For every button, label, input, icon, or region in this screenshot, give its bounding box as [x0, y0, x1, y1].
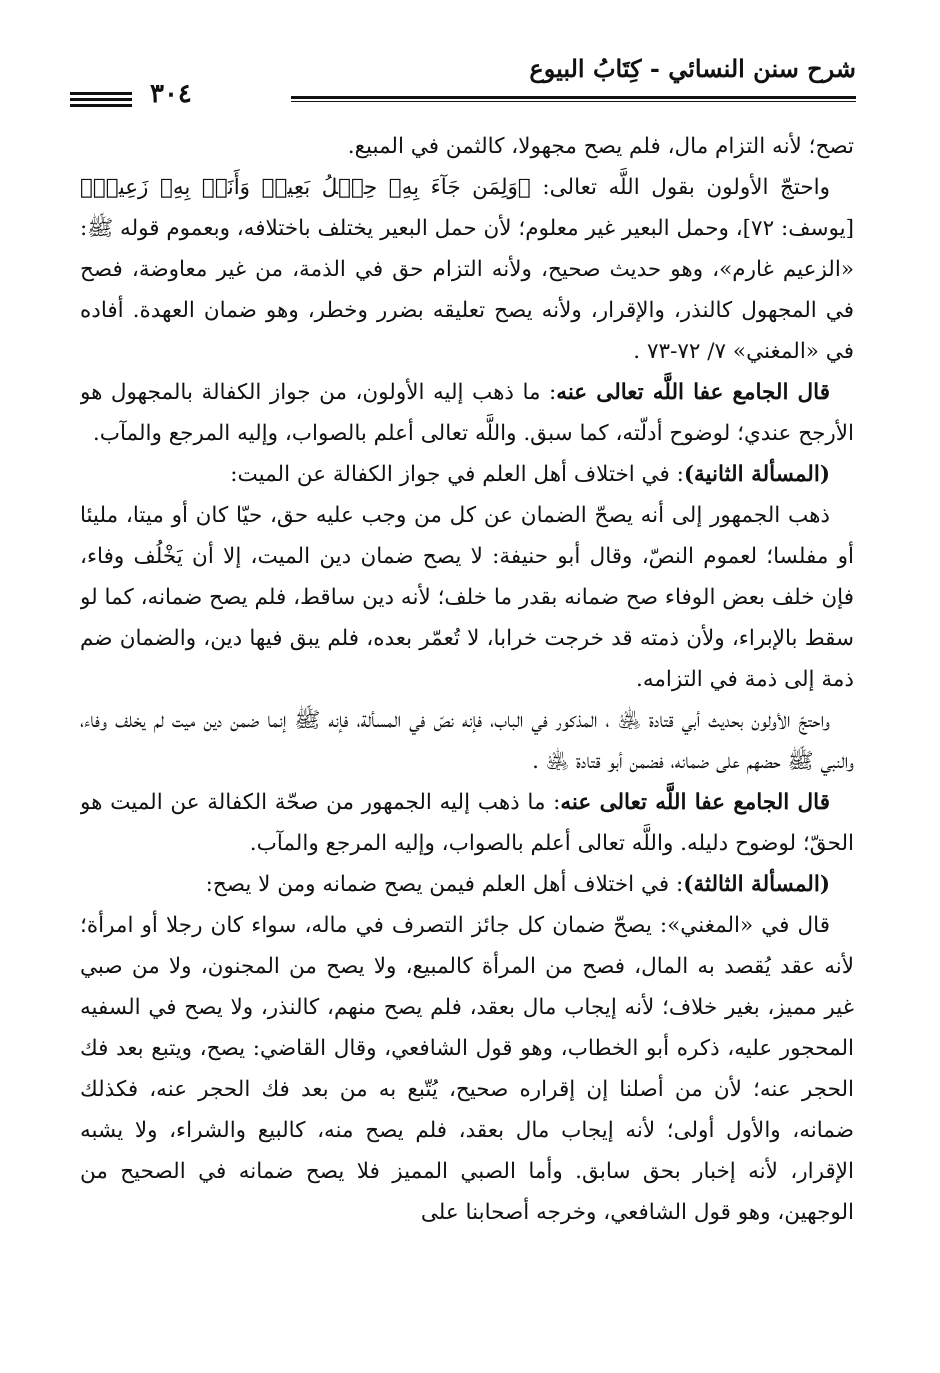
body-text [80, 126, 854, 1343]
paragraph-text: واحتجّ الأولون بقول اللَّه تعالى: ﴿وَلِمَن جَآءَ بِهِۦ حِمۡلُ بَعِيرٖ وَأَنَا۠ بِهِۦ زَعِيمٞ﴾ [يوسف: ٧٢]، وحمل البعير غير معلوم؛ لأن حمل البعير يختلف باختلافه، وبعموم قوله ﷺ: «الزعيم غارم»، وهو حديث صحيح، ولأنه التزام حق في الذمة، من غير معاوضة، فصح في المجهول كالنذر، والإقرار، ولأنه يصح تعليقه بضرر وخطر، وهو ضمان العهدة. أفاده في «المغني» ٧/ ٧٢-٧٣ . [80, 175, 854, 364]
paragraph-text: قال في «المغني»: يصحّ ضمان كل جائز التصرف في ماله، سواء كان رجلا أو امرأة؛ لأنه عقد يُقصد به المال، فصح من المرأة كالمبيع، ولا يصح من المجنون، ولا من صبي غير مميز، بغير خلاف؛ لأنه إيجاب مال بعقد، فلم يصح منهم، كالنذر، ولا يصح في السفيه المحجور عليه، ذكره أبو الخطاب، وهو قول الشافعي، وقال القاضي: يصح، ويتبع بعد فك الحجر عنه؛ لأن من أصلنا إن إقراره صحيح، يُتّبع به من بعد فك الحجر عنه، فكذلك ضمانه، والأول أولى؛ لأنه إيجاب مال بعقد، فلم يصح منه، كالبيع والشراء، ولا يشبه الإقرار، لأنه إخبار بحق سابق. وأما الصبي المميز فلا يصح ضمانه في الصحيح من الوجهين، وهو قول الشافعي، وخرجه أصحابنا على [80, 913, 854, 1225]
page-number: ٣٠٤ [150, 79, 192, 109]
paragraph [80, 372, 854, 454]
paragraph-text: : في اختلاف أهل العلم في جواز الكفالة عن الميت: [230, 462, 684, 487]
paragraph [80, 905, 854, 1233]
paragraph [80, 700, 854, 782]
paragraph-text: تصح؛ لأنه التزام مال، فلم يصح مجهولا، كالثمن في المبيع. [347, 134, 854, 159]
paragraph [80, 126, 854, 167]
paragraph [80, 454, 854, 495]
paragraph-text: واحتجّ الأولون بحديث أبي قتادة ﵁ ، المذكور في الباب، فإنه نصّ في المسألة، فإنه ﷺ إنما ضمن دين ميت لم يخلف وفاء، والنبي ﷺ حضهم على ضمانه، فضمن أبو قتادة ﵁ . [80, 708, 854, 774]
header-rule [291, 96, 856, 102]
paragraph [80, 782, 854, 864]
paragraph [80, 167, 854, 372]
paragraph-lead: قال الجامع عفا اللَّه تعالى عنه [556, 380, 830, 405]
running-head: شرح سنن النسائي - كِتَابُ البيوع [529, 54, 856, 83]
paragraph-text: : في اختلاف أهل العلم فيمن يصح ضمانه ومن لا يصح: [205, 872, 684, 897]
page-header [70, 52, 856, 109]
paragraph-text: ذهب الجمهور إلى أنه يصحّ الضمان عن كل من وجب عليه حق، حيّا كان أو ميتا، مليئا أو مفلسا؛ لعموم النصّ، وقال أبو حنيفة: لا يصح ضمان دين الميت، إلا أن يَخْلُف وفاء، فإن خلف بعض الوفاء صح ضمانه بقدر ما خلف؛ لأنه دين ساقط، فلم يصح ضمانه، كما لو سقط بالإبراء، ولأن ذمته قد خرجت خرابا، لا تُعمّر بعده، فلم يبق فيها دين، والضمان ضم ذمة إلى ذمة في التزامه. [80, 503, 854, 692]
folio-rules [70, 92, 132, 110]
paragraph-text: : ما ذهب إليه الجمهور من صحّة الكفالة عن الميت هو الحقّ؛ لوضوح دليله. واللَّه تعالى أعلم بالصواب، وإليه المرجع والمآب. [80, 790, 854, 856]
paragraph-lead: (المسألة الثالثة) [683, 872, 830, 897]
paragraph-lead: (المسألة الثانية) [683, 462, 830, 487]
paragraph [80, 495, 854, 700]
paragraph [80, 864, 854, 905]
paragraph-lead: قال الجامع عفا اللَّه تعالى عنه [560, 790, 830, 815]
paragraph-text: : ما ذهب إليه الأولون، من جواز الكفالة بالمجهول هو الأرجح عندي؛ لوضوح أدلّته، كما سبق. واللَّه تعالى أعلم بالصواب، وإليه المرجع والمآب. [80, 380, 854, 446]
